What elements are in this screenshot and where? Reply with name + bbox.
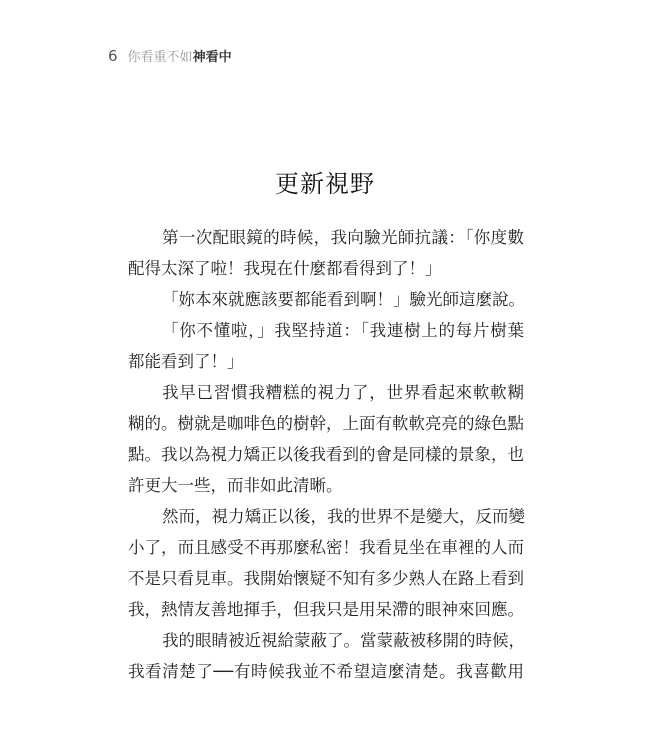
book-title-light: 你看重不如	[127, 50, 193, 65]
text-line: 我的眼睛被近視給蒙蔽了。當蒙蔽被移開的時候，	[162, 631, 525, 650]
text-line: 我早已習慣我糟糕的視力了，世界看起來軟軟糊	[162, 383, 524, 402]
text-line: 點。我以為視力矯正以後我看到的會是同樣的景象，也	[128, 445, 524, 464]
text-line: 小了，而且感受不再那麼私密！我看見坐在車裡的人而	[128, 538, 524, 557]
text-line: 「妳本來就應該要都能看到啊！」驗光師這麼說。	[162, 290, 525, 309]
text-line: 配得太深了啦！我現在什麼都看得到了！」	[128, 259, 442, 278]
text-line: 許更大一些，而非如此清晰。	[128, 476, 343, 495]
body-text	[128, 222, 524, 687]
text-line: 第一次配眼鏡的時候，我向驗光師抗議：「你度數	[162, 228, 524, 247]
running-header	[108, 48, 232, 66]
chapter-title: 更新視野	[275, 170, 375, 198]
text-line: 都能看到了！」	[128, 352, 244, 371]
text-line: 我看清楚了──有時候我並不希望這麼清楚。我喜歡用	[128, 662, 524, 681]
text-line: 不是只看見車。我開始懷疑不知有多少熟人在路上看到	[128, 569, 524, 588]
page-number: 6	[108, 47, 118, 65]
text-line: 然而，視力矯正以後，我的世界不是變大，反而變	[162, 507, 525, 526]
text-line: 我，熱情友善地揮手，但我只是用呆滯的眼神來回應。	[128, 600, 524, 619]
text-line: 「你不懂啦，」我堅持道：「我連樹上的每片樹葉	[162, 321, 524, 340]
book-title-bold: 神看中	[192, 50, 232, 65]
text-line: 糊的。樹就是咖啡色的樹幹，上面有軟軟亮亮的綠色點	[128, 414, 524, 433]
